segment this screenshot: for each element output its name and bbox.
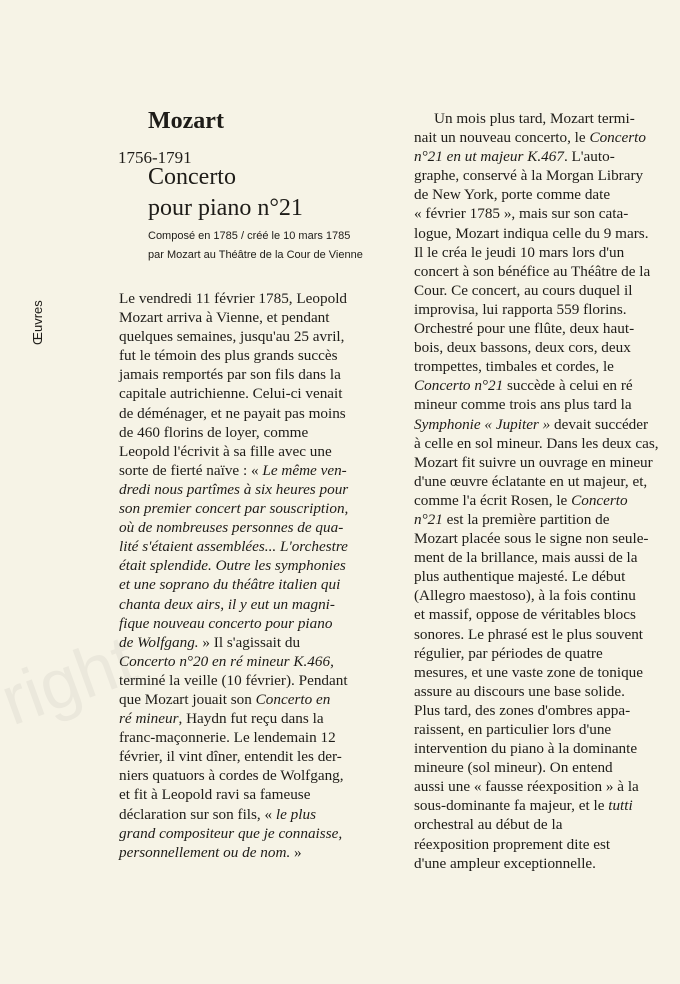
text-line bbox=[119, 785, 404, 804]
text-line bbox=[414, 434, 680, 453]
text-run: mineur comme trois ans plus tard la bbox=[414, 396, 632, 414]
composer-dates: 1756-1791 bbox=[118, 148, 192, 167]
text-run: mesures, et une vaste zone de tonique bbox=[414, 663, 643, 681]
section-side-label: Œuvres bbox=[30, 300, 45, 345]
text-line bbox=[119, 690, 404, 709]
italic-text-run: le plus bbox=[275, 805, 316, 823]
text-line bbox=[414, 395, 680, 414]
text-line bbox=[414, 796, 680, 815]
right-text-column bbox=[414, 109, 680, 873]
text-run: Il le créa le jeudi 10 mars lors d'un bbox=[414, 243, 625, 261]
text-run: Cour. Ce concert, au cours duquel il bbox=[414, 281, 633, 299]
text-run: assure au discours une base solide. bbox=[414, 682, 625, 700]
text-line bbox=[119, 499, 404, 518]
text-run: jamais remportés par son fils dans la bbox=[119, 366, 341, 384]
text-run: » Il s'agissait du bbox=[198, 633, 301, 651]
text-run: , bbox=[330, 652, 334, 670]
text-run: aussi une « fausse réexposition » à la bbox=[414, 778, 639, 796]
text-line bbox=[414, 854, 680, 873]
text-line bbox=[119, 556, 404, 575]
work-title-line-2: pour piano n°21 bbox=[148, 195, 303, 221]
text-run: que Mozart jouait son bbox=[119, 690, 256, 708]
text-line bbox=[119, 595, 404, 614]
text-line bbox=[414, 777, 680, 796]
text-line bbox=[119, 442, 404, 461]
text-run: Un mois plus tard, Mozart termi- bbox=[434, 110, 635, 127]
text-run: devait succéder bbox=[550, 415, 649, 433]
text-run: est la première partition de bbox=[442, 510, 610, 528]
text-run: raissent, en particulier lors d'une bbox=[414, 721, 612, 738]
text-run: , Haydn fut reçu dans la bbox=[178, 710, 324, 728]
text-line bbox=[414, 376, 680, 395]
text-line bbox=[414, 720, 680, 739]
text-line bbox=[119, 747, 404, 766]
text-line bbox=[119, 575, 404, 594]
italic-text-run: tutti bbox=[608, 797, 633, 815]
text-run: franc-maçonnerie. Le lendemain 12 bbox=[119, 729, 336, 747]
composer-name: Mozart bbox=[148, 108, 224, 134]
text-run: sonores. Le phrasé est le plus souvent bbox=[414, 625, 644, 643]
italic-text-run: dredi nous partîmes à six heures pour bbox=[119, 480, 349, 498]
text-run: bois, deux bassons, deux cors, deux bbox=[414, 339, 631, 357]
italic-text-run: était splendide. Outre les symphonies bbox=[119, 557, 346, 575]
text-run: plus authentique majesté. Le début bbox=[414, 568, 626, 586]
text-line bbox=[414, 548, 680, 567]
text-run: mineure (sol mineur). On entend bbox=[414, 759, 613, 777]
text-line bbox=[119, 480, 404, 499]
italic-text-run: Concerto bbox=[589, 129, 646, 147]
text-line bbox=[414, 319, 680, 338]
text-line bbox=[414, 204, 680, 223]
text-run: d'une œuvre éclatante en ut majeur, et, bbox=[414, 472, 648, 490]
text-run: fut le témoin des plus grands succès bbox=[119, 347, 338, 365]
text-line bbox=[119, 346, 404, 365]
text-run: et fit à Leopold ravi sa fameuse bbox=[119, 786, 311, 804]
italic-text-run: de Wolfgang. bbox=[119, 633, 199, 651]
text-line bbox=[414, 415, 680, 434]
text-line bbox=[119, 461, 404, 480]
text-run: Mozart placée sous le signe non seule- bbox=[414, 530, 649, 548]
text-run: régulier, par périodes de quatre bbox=[414, 644, 603, 662]
text-run: intervention du piano à la dominante bbox=[414, 740, 638, 758]
text-run: Mozart arriva à Vienne, et pendant bbox=[119, 309, 330, 327]
text-line bbox=[414, 682, 680, 701]
text-line bbox=[414, 510, 680, 529]
text-line bbox=[414, 758, 680, 777]
italic-text-run: où de nombreuses personnes de qua- bbox=[119, 519, 344, 537]
text-run: succède à celui en ré bbox=[503, 377, 633, 395]
text-line bbox=[414, 262, 680, 281]
text-line bbox=[414, 815, 680, 834]
text-run: (Allegro maestoso), à la fois continu bbox=[414, 587, 636, 605]
text-run: sous-dominante fa majeur, et le bbox=[414, 797, 609, 815]
text-line bbox=[119, 423, 404, 442]
text-line bbox=[119, 327, 404, 346]
text-line bbox=[414, 300, 680, 319]
text-run: Le vendredi 11 février 1785, Leopold bbox=[119, 290, 348, 307]
text-run: quelques semaines, jusqu'au 25 avril, bbox=[119, 328, 345, 346]
text-line bbox=[414, 147, 680, 166]
text-run: de New York, porte comme date bbox=[414, 186, 611, 204]
text-run: Plus tard, des zones d'ombres appa- bbox=[414, 701, 631, 719]
text-line bbox=[414, 224, 680, 243]
text-run: improvisa, lui rapporta 559 florins. bbox=[414, 300, 627, 318]
text-line bbox=[119, 709, 404, 728]
text-line bbox=[119, 824, 404, 843]
text-line bbox=[119, 518, 404, 537]
text-run: » bbox=[290, 843, 302, 861]
italic-text-run: fique nouveau concerto pour piano bbox=[119, 614, 333, 632]
text-run: et massif, oppose de véritables blocs bbox=[414, 606, 636, 624]
text-line bbox=[414, 453, 680, 472]
text-line bbox=[119, 728, 404, 747]
text-line bbox=[414, 128, 680, 147]
text-line bbox=[119, 614, 404, 633]
text-line bbox=[119, 289, 404, 308]
italic-text-run: et une soprano du théâtre italien qui bbox=[119, 576, 341, 594]
text-line bbox=[414, 835, 680, 854]
text-run: niers quatuors à cordes de Wolfgang, bbox=[119, 767, 344, 785]
composition-date-line: Composé en 1785 / créé le 10 mars 1785 bbox=[148, 230, 351, 242]
text-run: capitale autrichienne. Celui-ci venait bbox=[119, 385, 343, 403]
text-run: nait un nouveau concerto, le bbox=[414, 129, 590, 147]
text-run: Mozart fit suivre un ouvrage en mineur bbox=[414, 453, 653, 471]
text-line bbox=[119, 652, 404, 671]
text-line bbox=[414, 586, 680, 605]
text-line bbox=[414, 663, 680, 682]
text-line bbox=[119, 404, 404, 423]
text-line bbox=[414, 644, 680, 663]
italic-text-run: Concerto en bbox=[255, 690, 331, 708]
text-line bbox=[414, 625, 680, 644]
text-line bbox=[119, 633, 404, 652]
text-run: réexposition proprement dite est bbox=[414, 835, 611, 853]
text-line bbox=[119, 384, 404, 403]
text-line bbox=[119, 671, 404, 690]
italic-text-run: lité s'étaient assemblées... L'orchestre bbox=[119, 538, 348, 556]
text-line bbox=[119, 805, 404, 824]
left-text-column bbox=[119, 289, 404, 862]
text-line bbox=[414, 605, 680, 624]
text-run: Orchestré pour une flûte, deux haut- bbox=[414, 320, 635, 338]
italic-text-run: Concerto bbox=[571, 491, 628, 509]
text-run: à celle en sol mineur. Dans les deux cas, bbox=[414, 434, 659, 452]
text-line bbox=[414, 529, 680, 548]
text-line bbox=[414, 185, 680, 204]
text-run: « février 1785 », mais sur son cata- bbox=[414, 205, 629, 223]
text-run: orchestral au début de la bbox=[414, 816, 563, 834]
italic-text-run: n°21 bbox=[414, 510, 443, 528]
work-title-line-1: Concerto bbox=[148, 164, 236, 190]
text-line bbox=[414, 739, 680, 758]
text-line bbox=[119, 537, 404, 556]
text-run: de déménager, et ne payait pas moins bbox=[119, 404, 346, 422]
text-line bbox=[119, 308, 404, 327]
text-line bbox=[414, 109, 680, 128]
text-run: d'une ampleur exceptionnelle. bbox=[414, 854, 596, 872]
text-line bbox=[414, 357, 680, 376]
text-run: logue, Mozart indiqua celle du 9 mars. bbox=[414, 224, 649, 242]
text-run: trompettes, timbales et cordes, le bbox=[414, 358, 614, 376]
italic-text-run: Concerto n°21 bbox=[414, 377, 504, 395]
text-run: de 460 florins de loyer, comme bbox=[119, 423, 309, 441]
text-line bbox=[414, 567, 680, 586]
text-run: terminé la veille (10 février). Pendant bbox=[119, 671, 348, 689]
text-run: février, il vint dîner, entendit les der- bbox=[119, 748, 342, 766]
text-line bbox=[414, 491, 680, 510]
text-line bbox=[414, 338, 680, 357]
text-run: graphe, conservé à la Morgan Library bbox=[414, 167, 644, 185]
text-run: Leopold l'écrivit à sa fille avec une bbox=[119, 442, 332, 460]
text-line bbox=[414, 166, 680, 185]
text-line bbox=[119, 843, 404, 862]
italic-text-run: ré mineur bbox=[119, 710, 179, 728]
text-line bbox=[414, 472, 680, 491]
text-line bbox=[414, 243, 680, 262]
premiere-line: par Mozart au Théâtre de la Cour de Vienne bbox=[148, 249, 363, 261]
text-line bbox=[414, 701, 680, 720]
italic-text-run: n°21 en ut majeur K.467 bbox=[414, 148, 564, 166]
italic-text-run: chanta deux airs, il y eut un magni- bbox=[119, 595, 335, 613]
text-run: sorte de fierté naïve : « bbox=[119, 461, 263, 479]
text-run: concert à son bénéfice au Théâtre de la bbox=[414, 262, 651, 280]
text-run: ment de la brillance, mais aussi de la bbox=[414, 549, 638, 567]
text-run: comme l'a écrit Rosen, le bbox=[414, 491, 572, 509]
text-line bbox=[119, 365, 404, 384]
text-line bbox=[119, 766, 404, 785]
italic-text-run: Concerto n°20 en ré mineur K.466 bbox=[119, 652, 331, 670]
italic-text-run: Le même ven- bbox=[262, 461, 347, 479]
italic-text-run: Symphonie « Jupiter » bbox=[414, 415, 551, 433]
italic-text-run: son premier concert par souscription, bbox=[119, 500, 349, 518]
italic-text-run: personnellement ou de nom. bbox=[119, 843, 291, 861]
italic-text-run: grand compositeur que je connaisse, bbox=[119, 824, 343, 842]
text-line bbox=[414, 281, 680, 300]
text-run: déclaration sur son fils, « bbox=[119, 805, 276, 823]
text-run: . L'auto- bbox=[563, 148, 615, 166]
